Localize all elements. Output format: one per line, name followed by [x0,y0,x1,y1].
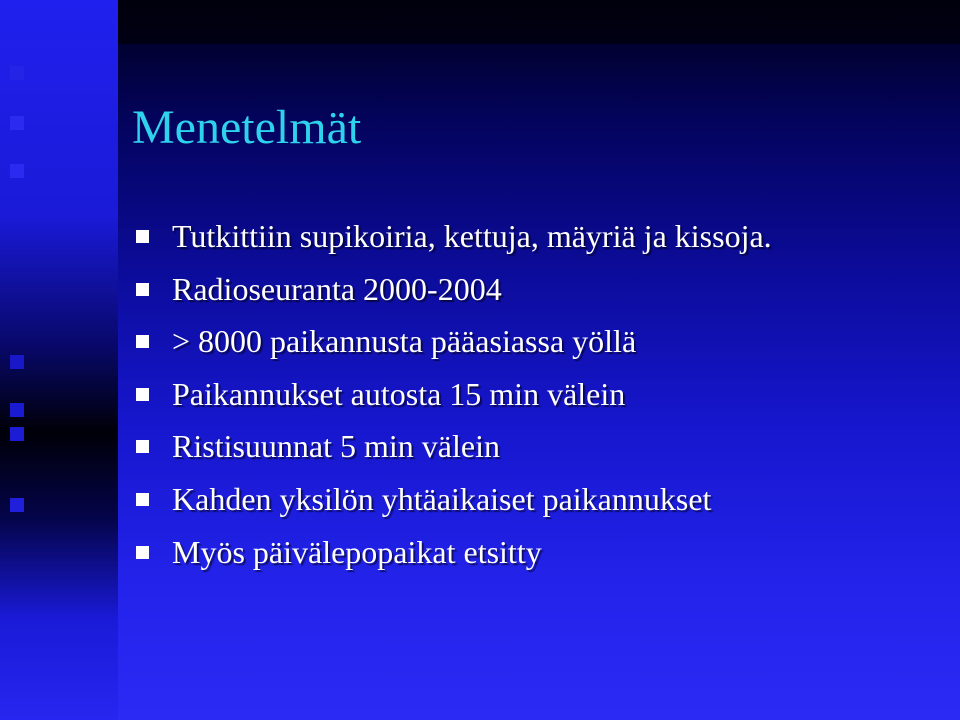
slide-title: Menetelmät [132,101,362,154]
bullet-item [136,319,772,372]
bullet-text: Radioseuranta 2000-2004 [172,270,502,307]
bullet-item [136,214,772,267]
bullet-square-icon [136,283,149,296]
decorative-square [10,427,24,441]
bullet-text: > 8000 paikannusta pääasiassa yöllä [172,323,637,360]
bullet-item [136,530,772,583]
decorative-square [10,164,24,178]
decorative-square [10,116,24,130]
decorative-square [10,355,24,369]
bullet-square-icon [136,440,149,453]
decorative-square [10,498,24,512]
bullet-square-icon [136,388,149,401]
bullet-text: Paikannukset autosta 15 min välein [172,375,626,412]
bullet-text: Myös päivälepopaikat etsitty [172,533,542,570]
bullet-text: Ristisuunnat 5 min välein [172,428,500,465]
bullet-item [136,372,772,425]
bullet-text: Kahden yksilön yhtäaikaiset paikannukset [172,480,712,517]
top-dark-strip [118,0,960,44]
decorative-square [10,66,24,80]
bullet-square-icon [136,230,149,243]
bullet-square-icon [136,493,149,506]
bullet-square-icon [136,546,149,559]
bullet-text: Tutkittiin supikoiria, kettuja, mäyriä ja kissoja. [172,218,772,254]
decorative-square [10,403,24,417]
bullet-list [136,214,772,582]
bullet-item [136,424,772,477]
bullet-square-icon [136,335,149,348]
bullet-item [136,267,772,320]
bullet-item [136,477,772,530]
